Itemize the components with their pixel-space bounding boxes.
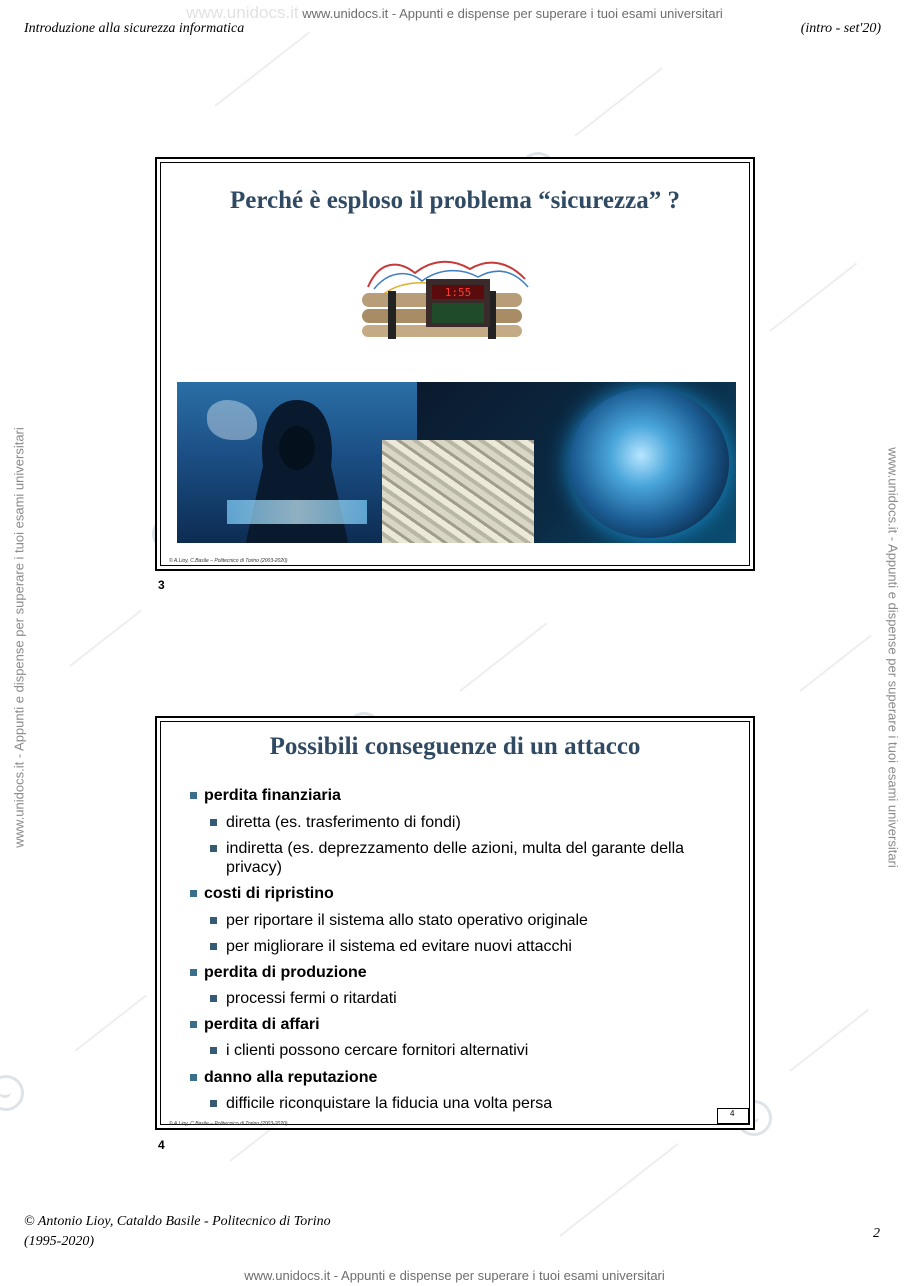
watermark-line <box>74 995 146 1052</box>
bullet-square-icon <box>210 943 217 950</box>
bullet-square-icon <box>210 819 217 826</box>
watermark-line <box>559 1143 678 1237</box>
bullet-square-icon <box>210 1100 217 1107</box>
bullet-item: costi di ripristino <box>204 884 334 903</box>
sub-bullet-item: per riportare il sistema allo stato operativo originale <box>226 911 726 930</box>
watermark-line <box>799 635 871 692</box>
sub-bullet-item: per migliorare il sistema ed evitare nuovi attacchi <box>226 937 726 956</box>
bullet-square-icon <box>190 1021 197 1028</box>
slide-title: Possibili conseguenze di un attacco <box>269 733 641 760</box>
dollar-bills-image <box>382 440 534 543</box>
footer-years: (1995-2020) <box>24 1234 94 1249</box>
sub-bullet-item: diretta (es. trasferimento di fondi) <box>226 813 726 832</box>
bullet-square-icon <box>190 1074 197 1081</box>
watermark-bottom: www.unidocs.it - Appunti e dispense per superare i tuoi esami universitari <box>244 1268 665 1283</box>
bullet-square-icon <box>210 917 217 924</box>
watermark-logo-icon <box>0 1075 24 1111</box>
slide-title: Perché è esploso il problema “sicurezza” ? <box>230 187 680 214</box>
bullet-square-icon <box>210 1047 217 1054</box>
watermark-line <box>574 67 662 136</box>
header-edition: (intro - set'20) <box>800 21 881 36</box>
footer-credit: © Antonio Lioy, Cataldo Basile - Politecnico di Torino <box>24 1214 331 1229</box>
sub-bullet-item: difficile riconquistare la fiducia una volta persa <box>226 1094 726 1113</box>
bullet-item: danno alla reputazione <box>204 1068 377 1087</box>
slide-3 <box>155 157 755 571</box>
bullet-square-icon <box>190 969 197 976</box>
keyboard-glow <box>227 500 367 524</box>
bullet-square-icon <box>210 845 217 852</box>
bullet-item: perdita finanziaria <box>204 786 341 805</box>
bullet-item: perdita di affari <box>204 1015 320 1034</box>
earth-globe <box>569 388 729 538</box>
sub-bullet-item: indiretta (es. deprezzamento delle azioni, multa del garante della privacy) <box>226 839 726 877</box>
slide-copyright: © A.Lioy, C.Basile – Politecnico di Torino (2003-2020) <box>169 1121 288 1127</box>
watermark-line <box>69 610 141 667</box>
bullet-item: perdita di produzione <box>204 963 367 982</box>
slide-page-box: 4 <box>717 1108 749 1124</box>
watermark-line <box>459 622 547 691</box>
cyber-threat-image <box>177 382 736 543</box>
time-bomb-image <box>360 257 535 341</box>
bullet-square-icon <box>190 792 197 799</box>
watermark-line <box>769 262 857 331</box>
sub-bullet-item: processi fermi o ritardati <box>226 989 726 1008</box>
slide-number: 3 <box>158 578 165 592</box>
bomb-timer-display: 1:55 <box>444 286 472 299</box>
bullet-square-icon <box>210 995 217 1002</box>
slide-number: 4 <box>158 1138 165 1152</box>
slide-4 <box>155 716 755 1130</box>
watermark-line <box>789 1009 869 1072</box>
bullet-square-icon <box>190 890 197 897</box>
slide-copyright: © A.Lioy, C.Basile – Politecnico di Torino (2003-2020) <box>169 558 288 564</box>
watermark-top: www.unidocs.it www.unidocs.it - Appunti e dispense per superare i tuoi esami universitari <box>186 3 723 22</box>
sub-bullet-item: i clienti possono cercare fornitori alternativi <box>226 1041 726 1060</box>
watermark-line <box>214 31 310 106</box>
page-number: 2 <box>873 1226 880 1241</box>
header-course-title: Introduzione alla sicurezza informatica <box>24 21 245 36</box>
watermark-side-right: www.unidocs.it - Appunti e dispense per superare i tuoi esami universitari <box>885 447 901 868</box>
watermark-side-left: www.unidocs.it - Appunti e dispense per superare i tuoi esami universitari <box>11 427 27 848</box>
